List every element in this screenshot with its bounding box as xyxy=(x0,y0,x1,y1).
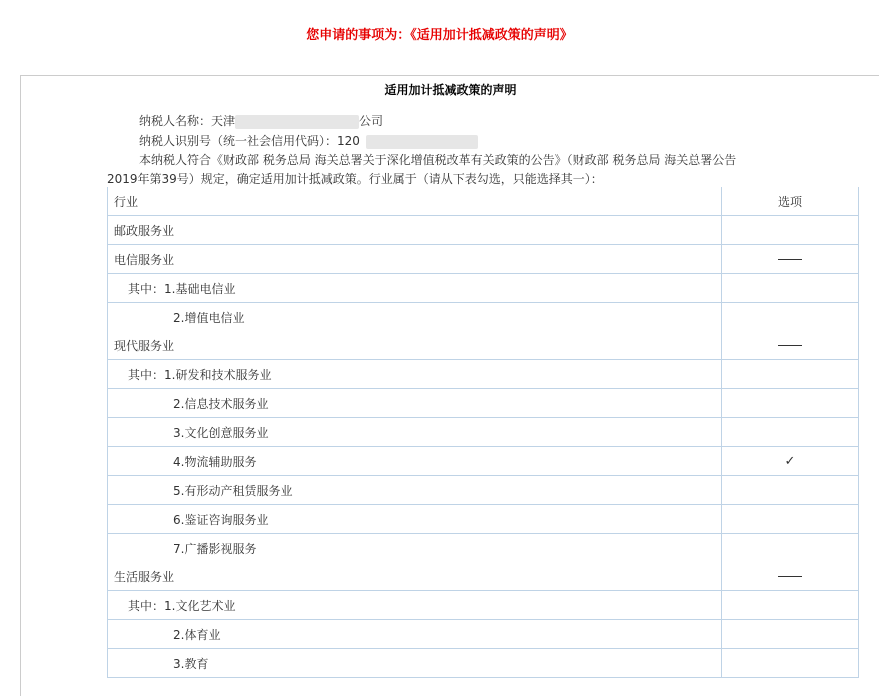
table-row xyxy=(108,562,859,591)
table-row xyxy=(108,216,859,245)
industry-label: 电信服务业 xyxy=(108,245,722,274)
redacted-taxpayer-name xyxy=(235,115,359,129)
table-row xyxy=(108,591,859,620)
table-row xyxy=(108,476,859,505)
table-row xyxy=(108,620,859,649)
page-heading: 您申请的事项为：《适用加计抵减政策的声明》 xyxy=(306,28,573,43)
industry-label: 4.物流辅助服务 xyxy=(108,447,722,476)
table-row xyxy=(108,303,859,332)
option-cell[interactable] xyxy=(722,447,859,476)
industry-label: 其中：1.文化艺术业 xyxy=(108,591,722,620)
industry-table xyxy=(107,187,859,678)
option-cell[interactable] xyxy=(722,274,859,303)
industry-label: 5.有形动产租赁服务业 xyxy=(108,476,722,505)
not-applicable-dash-icon xyxy=(778,576,802,577)
header-industry: 行业 xyxy=(108,187,722,216)
table-row xyxy=(108,331,859,360)
option-cell[interactable] xyxy=(722,389,859,418)
option-cell[interactable] xyxy=(722,360,859,389)
not-applicable-dash-icon xyxy=(778,259,802,260)
table-row xyxy=(108,534,859,563)
industry-label: 6.鉴证咨询服务业 xyxy=(108,505,722,534)
industry-label: 2.信息技术服务业 xyxy=(108,389,722,418)
option-cell[interactable] xyxy=(722,534,859,563)
option-cell[interactable] xyxy=(722,216,859,245)
taxpayer-name-suffix: 公司 xyxy=(359,114,384,128)
table-row xyxy=(108,245,859,274)
checkmark-icon: ✓ xyxy=(784,453,796,469)
table-row xyxy=(108,418,859,447)
industry-label: 生活服务业 xyxy=(108,562,722,591)
industry-label: 2.体育业 xyxy=(108,620,722,649)
table-row xyxy=(108,389,859,418)
statement-line-2: 2019年第39号）规定，确定适用加计抵减政策。行业属于（请从下表勾选，只能选择其一）： xyxy=(107,172,603,186)
table-header-row xyxy=(108,187,859,216)
industry-label: 其中：1.研发和技术服务业 xyxy=(108,360,722,389)
taxpayer-id-label: 纳税人识别号（统一社会信用代码）：120 xyxy=(139,134,360,148)
taxpayer-id-line xyxy=(139,133,478,150)
option-cell[interactable] xyxy=(722,303,859,332)
industry-label: 2.增值电信业 xyxy=(108,303,722,332)
option-cell[interactable] xyxy=(722,649,859,678)
option-cell[interactable] xyxy=(722,476,859,505)
option-cell[interactable] xyxy=(722,245,859,274)
option-cell[interactable] xyxy=(722,562,859,591)
taxpayer-name-label: 纳税人名称：天津 xyxy=(139,114,236,128)
table-row xyxy=(108,274,859,303)
declaration-title: 适用加计抵减政策的声明 xyxy=(384,83,517,97)
redacted-taxpayer-id xyxy=(366,135,478,149)
option-cell[interactable] xyxy=(722,505,859,534)
statement-line-1: 本纳税人符合《财政部 税务总局 海关总署关于深化增值税改革有关政策的公告》（财政部 税务总局 海关总署公告 xyxy=(139,153,737,167)
table-row xyxy=(108,447,859,476)
option-cell[interactable] xyxy=(722,620,859,649)
industry-label: 3.教育 xyxy=(108,649,722,678)
option-cell[interactable] xyxy=(722,418,859,447)
table-row xyxy=(108,649,859,678)
industry-label: 7.广播影视服务 xyxy=(108,534,722,563)
industry-label: 3.文化创意服务业 xyxy=(108,418,722,447)
industry-label: 其中：1.基础电信业 xyxy=(108,274,722,303)
not-applicable-dash-icon xyxy=(778,345,802,346)
table-row xyxy=(108,505,859,534)
header-option: 选项 xyxy=(722,187,859,216)
taxpayer-name-line xyxy=(139,113,383,130)
table-row xyxy=(108,360,859,389)
industry-label: 邮政服务业 xyxy=(108,216,722,245)
industry-label: 现代服务业 xyxy=(108,331,722,360)
option-cell[interactable] xyxy=(722,591,859,620)
option-cell[interactable] xyxy=(722,331,859,360)
